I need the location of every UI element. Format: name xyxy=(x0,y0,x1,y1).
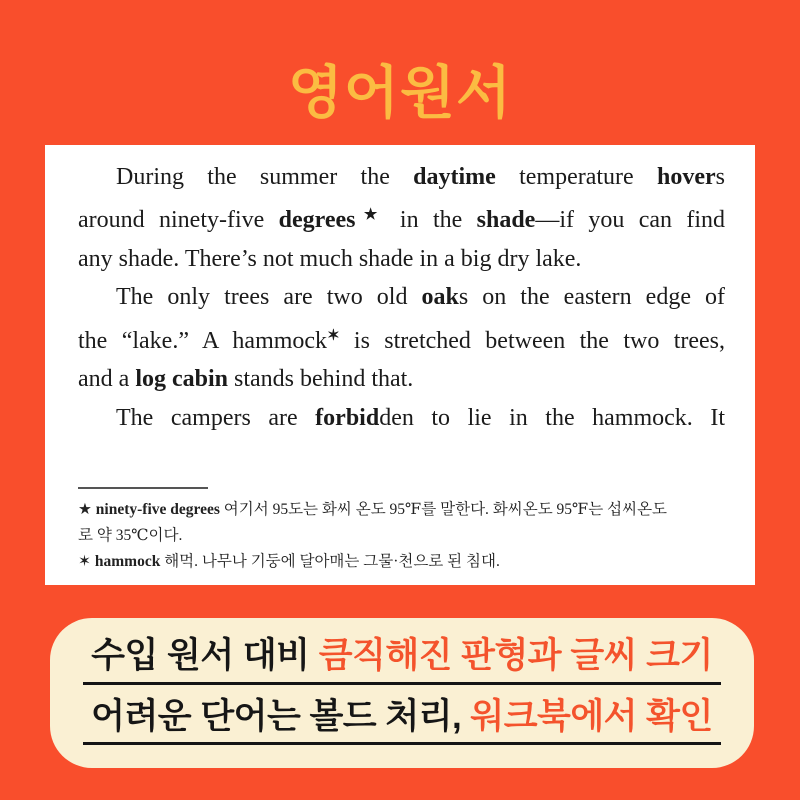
footnote-line xyxy=(78,549,725,575)
text-segment: —if you can find xyxy=(535,207,726,234)
banner-text: 어려운 단어는 볼드 처리, xyxy=(91,696,471,736)
text-segment: s xyxy=(715,164,725,190)
footnote-line xyxy=(78,523,725,549)
text-segment: 여기서 95도는 화씨 온도 95℉를 말한다. 화씨온도 95℉는 섭씨온도 xyxy=(219,501,668,518)
text-segment: The only trees are two old xyxy=(116,284,422,311)
banner-accent-text: 워크북에서 확인 xyxy=(470,696,713,736)
text-segment: stands behind that. xyxy=(228,366,414,393)
book-text xyxy=(78,158,725,437)
text-segment: hover xyxy=(657,164,716,190)
feature-banner xyxy=(50,618,754,768)
book-line xyxy=(78,399,725,437)
footnotes xyxy=(78,487,725,575)
text-segment: the “lake.” A hammock xyxy=(78,327,328,354)
text-segment: log cabin xyxy=(135,366,228,393)
footnote-divider xyxy=(78,487,208,489)
text-segment: in the xyxy=(385,207,477,234)
book-line xyxy=(78,196,725,240)
text-segment: 로 약 35℃이다. xyxy=(78,527,183,544)
text-segment: any shade. There’s not much shade in a big dry lake. xyxy=(78,245,582,272)
text-segment: den to lie in the hammock. It xyxy=(379,404,725,431)
book-line xyxy=(78,360,725,398)
text-segment: During the summer the xyxy=(116,164,414,190)
book-line xyxy=(78,278,725,316)
text-segment: and a xyxy=(78,366,136,393)
text-segment: ninety-five degrees xyxy=(95,501,220,518)
footnote-marker-star: ★ xyxy=(355,207,386,224)
footnote-line xyxy=(78,497,725,523)
banner-text: 수입 원서 대비 xyxy=(91,636,319,675)
text-segment: s on the eastern edge of xyxy=(458,284,726,311)
book-line xyxy=(78,317,725,361)
page-title: 영어원서 xyxy=(287,61,513,125)
text-segment: 해먹. 나무나 기둥에 달아매는 그물·천으로 된 침대. xyxy=(160,553,500,570)
footnote-list xyxy=(78,497,725,575)
text-segment: The campers are xyxy=(116,404,316,431)
text-segment: shade xyxy=(476,207,536,234)
text-segment: degrees xyxy=(278,207,356,234)
text-segment: ★ xyxy=(78,501,96,518)
text-segment: hammock xyxy=(94,553,161,570)
text-segment: is stretched between the two trees, xyxy=(339,327,726,354)
text-segment: daytime xyxy=(413,164,496,190)
text-segment: temperature xyxy=(495,164,657,190)
book-excerpt-panel xyxy=(45,145,755,585)
text-segment: oak xyxy=(421,284,459,311)
footnote-marker-star: ✶ xyxy=(327,327,340,344)
banner-line xyxy=(83,685,721,745)
book-line xyxy=(78,158,725,196)
text-segment: around ninety-five xyxy=(78,207,279,234)
banner-line xyxy=(83,618,721,685)
text-segment: forbid xyxy=(315,404,380,431)
banner-accent-text: 큼직해진 판형과 글씨 크기 xyxy=(318,636,713,675)
banner-rows xyxy=(83,618,721,745)
book-line xyxy=(78,240,725,278)
text-segment: ✶ xyxy=(78,553,95,570)
